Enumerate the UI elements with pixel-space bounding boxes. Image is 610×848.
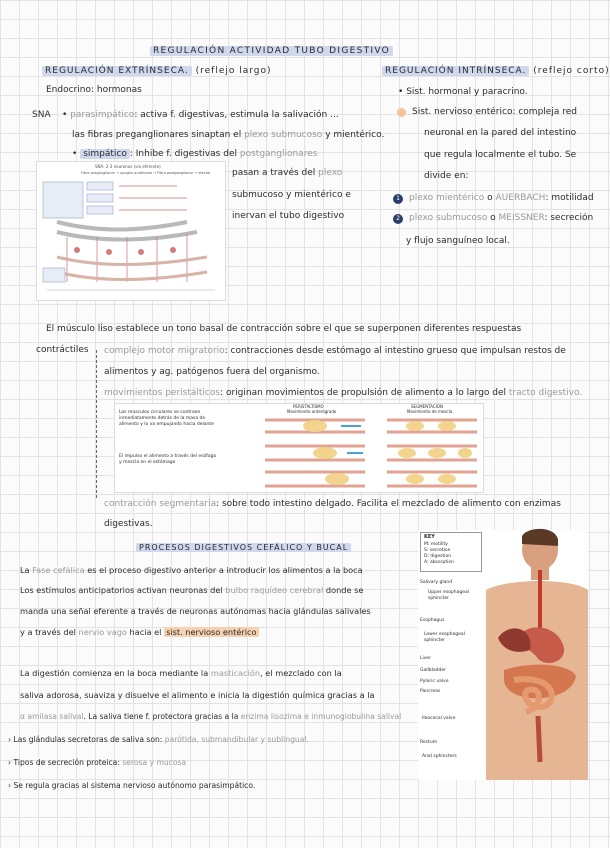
label-pyloric-valve: Pyloric valve — [420, 679, 449, 684]
label-rectum: Rectum — [420, 740, 438, 745]
key-digestion: D: digestion — [424, 554, 452, 559]
label-esophagus: Esophagus — [420, 618, 445, 623]
page-title: REGULACIÓN ACTIVIDAD TUBO DIGESTIVO — [150, 46, 393, 57]
segmentation-label-2: Movimiento de mezcla — [407, 409, 453, 414]
autonomic-nerve-figure — [36, 161, 226, 301]
segmentation-tubes — [387, 420, 477, 486]
key-secretion: S: secretion — [424, 548, 451, 553]
number-2-icon: 2 — [393, 214, 403, 224]
label-ileocecal: Ileocecal valve — [422, 716, 456, 721]
cephalic-p2: Los estímulos anticipatorios activan neuronas del bulbo raquídeo cerebral donde se — [20, 585, 364, 595]
peristalsis-figure — [114, 403, 484, 493]
label-salivary-gland: Salivary gland — [420, 580, 453, 585]
peristalsis-label-2: Movimiento anterógrado — [287, 409, 337, 414]
intrinsic-line3: que regula localmente el tubo. Se — [424, 150, 577, 160]
figure1-caption-a: Fibra preganglionar → ganglio autónomo → Fibra postganglionar → efector — [81, 171, 211, 175]
cephalic-p4: y a través del nervio vago hacia el sist. nervioso entérico — [20, 627, 257, 637]
label-upper-esophageal: Upper esophageal sphincter — [428, 590, 470, 601]
segmentation-label: SEGMENTACIÓN — [411, 404, 444, 409]
peristalsis-note-1: Los músculos circulares se contraen inmediatamente detrás de la masa de alimento y lo va empujando hacia delante — [119, 410, 214, 427]
key-motility: M: motility — [424, 542, 448, 547]
pasan-line-3: inervan el tubo digestivo — [232, 211, 345, 221]
orange-bullet — [397, 108, 406, 117]
sist-nervioso: Sist. nervioso entérico: compleja red — [412, 107, 577, 117]
sist-hormonal: • Sist. hormonal y paracrino. — [398, 87, 528, 97]
cephalic-p1: La Fase cefálica es el proceso digestivo anterior a introducir los alimentos a la boca — [20, 565, 363, 575]
plexo-mienterico-line: plexo mientérico o AUERBACH: motilidad — [409, 193, 594, 203]
endocrino-text: Endocrino: hormonas — [46, 85, 142, 95]
bullet-glands: › Las glándulas secretoras de saliva son: parótida, submandibular y sublingual. — [8, 735, 309, 744]
bracket-line — [96, 350, 98, 498]
label-liver: Liver — [420, 656, 432, 661]
digestive-system-figure — [418, 530, 588, 780]
plexo-submucoso-line: plexo submucoso o MEISSNER: secreción — [409, 213, 594, 223]
extrinsic-heading: REGULACIÓN EXTRÍNSECA. (reflejo largo) — [42, 66, 272, 77]
intrinsic-line4: divide en: — [424, 171, 469, 181]
bullet-secretion: › Tipos de secreción proteica: serosa y mucosa — [8, 758, 187, 767]
flujo-line: y flujo sanguíneo local. — [406, 236, 510, 246]
figure1-caption: SNA: 2-3 neuronas (vía eferente) — [95, 164, 161, 169]
cephalic-p5: La digestión comienza en la boca mediante la masticación, el mezclado con la — [20, 668, 342, 678]
contractiles-label: contráctiles — [36, 345, 89, 355]
cephalic-p3: manda una señal eferente a través de neuronas autónomas hacia glándulas salivales — [20, 606, 371, 616]
segmentaria-line2: digestivas. — [104, 519, 153, 529]
peristalsis-note-2: El impulso el alimento a través del esófago y mezcla en el estómago — [119, 454, 217, 465]
complejo-line2: alimentos y ag. patógenos fuera del organismo. — [104, 367, 320, 377]
intrinsic-line2: neuronal en la pared del intestino — [424, 128, 577, 138]
peristaltic-line: movimientos peristálticos: originan movimientos de propulsión de alimento a lo largo del tracto digestivo. — [104, 388, 583, 398]
key-absorption: A: absorption — [424, 560, 454, 565]
label-anal-sphincters: Anal sphincters — [422, 754, 457, 759]
cephalic-p7: α amilasa salival. La saliva tiene f. protectora gracias a la enzima lisozima e inmunoglobulina salival — [20, 712, 402, 721]
peristalsis-svg — [115, 404, 483, 492]
peristalsis-label: PERISTALTISMO — [293, 404, 324, 409]
pasan-line-1: pasan a través del plexo — [232, 168, 343, 178]
parasimpatico-line: • parasimpático: activa f. digestivas, estimula la salivación ... — [62, 110, 339, 120]
label-lower-esophageal: Lower esophageal sphincter — [424, 632, 465, 643]
nerve-diagram-svg — [37, 162, 225, 300]
pasan-line-2: submucoso y mientérico e — [232, 190, 351, 200]
sna-label: SNA — [32, 110, 51, 120]
simpatico-line: • simpático : Inhibe f. digestivas del postganglionares — [72, 149, 318, 159]
muscle-intro: El músculo liso establece un tono basal de contracción sobre el que se superponen diferentes respuestas — [46, 324, 522, 334]
segmentaria-line: contracción segmentaria: sobre todo intestino delgado. Facilita el mezclado de alimento con enzimas — [104, 499, 561, 509]
cephalic-heading: PROCESOS DIGESTIVOS CEFÁLICO Y BUCAL — [136, 542, 351, 553]
label-pancreas: Pancreas — [420, 689, 441, 694]
complejo-line: complejo motor migratorio: contracciones desde estómago al intestino grueso que impulsan restos de — [104, 346, 566, 356]
anatomy-svg — [418, 530, 588, 780]
label-gallbladder: Gallbladder — [420, 668, 446, 673]
peristalsis-tubes — [265, 420, 365, 486]
cephalic-p6: saliva adorosa, suaviza y disuelve el alimento e inicia la digestión química gracias a la — [20, 690, 375, 700]
key-title: KEY — [424, 534, 435, 540]
fibras-line: las fibras preganglionares sinaptan el plexo submucoso y mientérico. — [72, 130, 385, 140]
bullet-regulation: › Se regula gracias al sistema nervioso autónomo parasimpático. — [8, 781, 256, 790]
intrinsic-heading: REGULACIÓN INTRÍNSECA. (reflejo corto) — [382, 66, 610, 77]
number-1-icon: 1 — [393, 194, 403, 204]
